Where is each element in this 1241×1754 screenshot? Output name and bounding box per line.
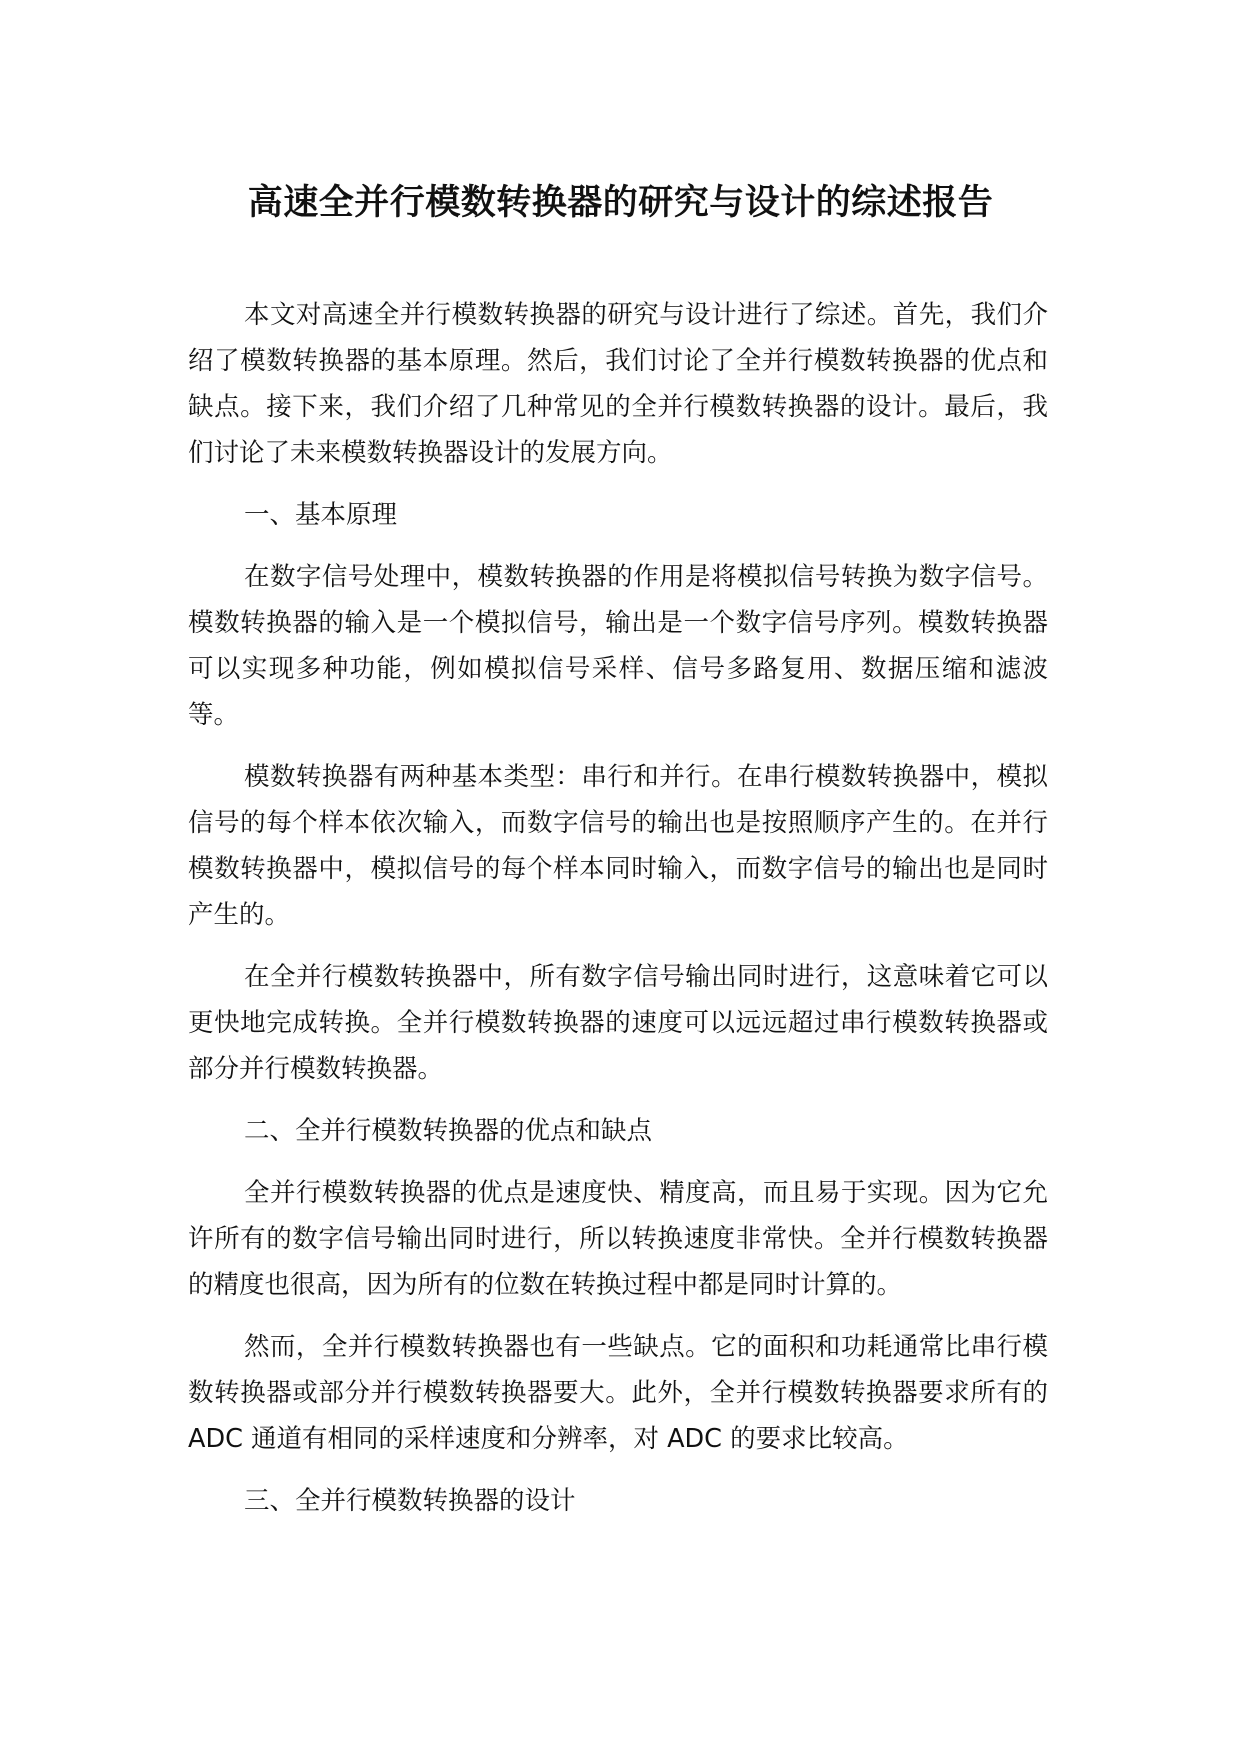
section-heading-2: 二、全并行模数转换器的优点和缺点 bbox=[244, 1116, 653, 1146]
document-body bbox=[188, 292, 1048, 1540]
paragraph: 全并行模数转换器的优点是速度快、精度高，而且易于实现。因为它允许所有的数字信号输出同时进行，所以转换速度非常快。全并行模数转换器的精度也很高，因为所有的位数在转换过程中都是同时计算的。 bbox=[188, 1178, 1048, 1300]
intro-paragraph: 本文对高速全并行模数转换器的研究与设计进行了综述。首先，我们介绍了模数转换器的基本原理。然后，我们讨论了全并行模数转换器的优点和缺点。接下来，我们介绍了几种常见的全并行模数转换器的设计。最后，我们讨论了未来模数转换器设计的发展方向。 bbox=[188, 300, 1048, 468]
paragraph: 在数字信号处理中，模数转换器的作用是将模拟信号转换为数字信号。模数转换器的输入是一个模拟信号，输出是一个数字信号序列。模数转换器可以实现多种功能，例如模拟信号采样、信号多路复用、数据压缩和滤波等。 bbox=[188, 562, 1048, 730]
section-heading-3: 三、全并行模数转换器的设计 bbox=[244, 1486, 576, 1516]
paragraph: 模数转换器有两种基本类型：串行和并行。在串行模数转换器中，模拟信号的每个样本依次输入，而数字信号的输出也是按照顺序产生的。在并行模数转换器中，模拟信号的每个样本同时输入，而数字信号的输出也是同时产生的。 bbox=[188, 762, 1048, 930]
paragraph: 然而，全并行模数转换器也有一些缺点。它的面积和功耗通常比串行模数转换器或部分并行模数转换器要大。此外，全并行模数转换器要求所有的 ADC 通道有相同的采样速度和分辨率，对 ADC 的要求比较高。 bbox=[188, 1332, 1048, 1454]
section-heading-1: 一、基本原理 bbox=[244, 500, 398, 530]
document-title: 高速全并行模数转换器的研究与设计的综述报告 bbox=[247, 183, 994, 223]
paragraph: 在全并行模数转换器中，所有数字信号输出同时进行，这意味着它可以更快地完成转换。全并行模数转换器的速度可以远远超过串行模数转换器或部分并行模数转换器。 bbox=[188, 962, 1048, 1084]
